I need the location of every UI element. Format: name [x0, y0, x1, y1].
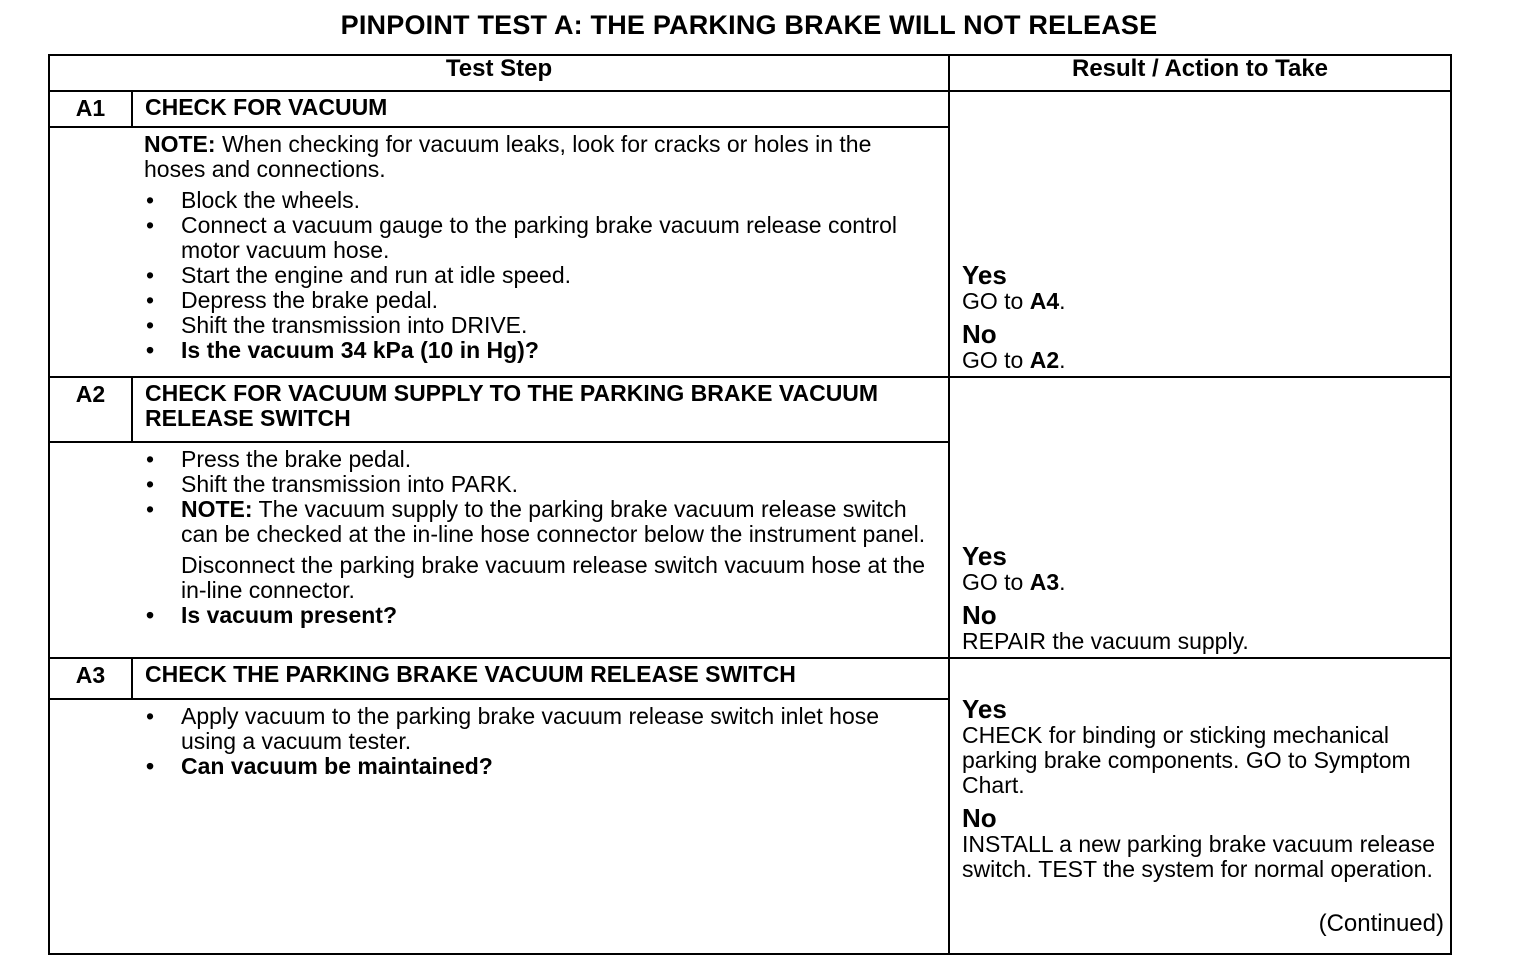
list-item: • Connect a vacuum gauge to the parking brake vacuum release control motor vacuum hose. — [144, 213, 936, 263]
step-a2-no-action: REPAIR the vacuum supply. — [962, 628, 1249, 654]
step-a3-no-label: No — [962, 803, 997, 833]
table-header-row — [49, 55, 1451, 91]
step-a2-yes-label: Yes — [962, 541, 1007, 571]
step-a2-disconnect-text: Disconnect the parking brake vacuum release switch vacuum hose at the in-line connector. — [181, 552, 926, 604]
step-a1-note: NOTE: When checking for vacuum leaks, look for cracks or holes in the hoses and connections. — [144, 131, 872, 182]
step-a1-title-row — [49, 91, 1451, 127]
step-a1-no-action: GO to A2. — [962, 347, 1066, 373]
list-item: • Press the brake pedal. — [144, 447, 936, 472]
step-a2-yes-action: GO to A3. — [962, 569, 1066, 595]
step-a1-question: • Is the vacuum 34 kPa (10 in Hg)? — [144, 338, 936, 363]
step-a1-yes-action: GO to A4. — [962, 288, 1066, 314]
page-title: PINPOINT TEST A: THE PARKING BRAKE WILL NOT RELEASE — [340, 10, 1158, 40]
step-a1-title: CHECK FOR VACUUM — [132, 91, 949, 127]
step-a3-no-action: INSTALL a new parking brake vacuum release switch. TEST the system for normal operation. — [962, 831, 1436, 882]
step-a2-question: • Is vacuum present? — [144, 603, 936, 628]
step-a1-yes-label: Yes — [962, 260, 1007, 290]
list-item: • Start the engine and run at idle speed. — [144, 263, 936, 288]
list-item: • Shift the transmission into PARK. — [144, 472, 936, 497]
step-a3-yes-action: CHECK for binding or sticking mechanical parking brake components. GO to Symptom Chart. — [962, 722, 1411, 798]
list-item: • Shift the transmission into DRIVE. — [144, 313, 936, 338]
step-a2-result — [949, 377, 1451, 658]
step-a2-note: • NOTE: The vacuum supply to the parking brake vacuum release switch can be checked at the in-line hose connector below the instrument panel. Disconnect the parking brake vacuum release switch vacuum hose at the in-line connector. — [144, 497, 936, 603]
list-item: • Depress the brake pedal. — [144, 288, 936, 313]
step-a3-title: CHECK THE PARKING BRAKE VACUUM RELEASE SWITCH — [132, 658, 949, 699]
header-result: Result / Action to Take — [949, 55, 1451, 91]
step-a1-no-label: No — [962, 319, 997, 349]
step-a3-id: A3 — [49, 658, 132, 699]
step-a3-yes-label: Yes — [962, 694, 1007, 724]
continued-note: (Continued) — [1318, 910, 1444, 937]
step-a1-result — [949, 91, 1451, 377]
step-a3-body — [132, 699, 949, 954]
list-item: • Block the wheels. — [144, 188, 936, 213]
step-a3-title-row — [49, 658, 1451, 699]
step-a2-title-row — [49, 377, 1451, 442]
step-a2-body — [132, 442, 949, 658]
step-a1-body — [132, 127, 949, 377]
list-item: • Apply vacuum to the parking brake vacuum release switch inlet hose using a vacuum tester. — [144, 704, 936, 754]
step-a1-id: A1 — [49, 91, 132, 127]
step-a2-no-label: No — [962, 600, 997, 630]
header-test-step: Test Step — [49, 55, 949, 91]
step-a2-id: A2 — [49, 377, 132, 442]
step-a2-title: CHECK FOR VACUUM SUPPLY TO THE PARKING BRAKE VACUUM RELEASE SWITCH — [132, 377, 949, 442]
pinpoint-test-table — [48, 54, 1452, 955]
step-a3-question: • Can vacuum be maintained? — [144, 754, 936, 779]
